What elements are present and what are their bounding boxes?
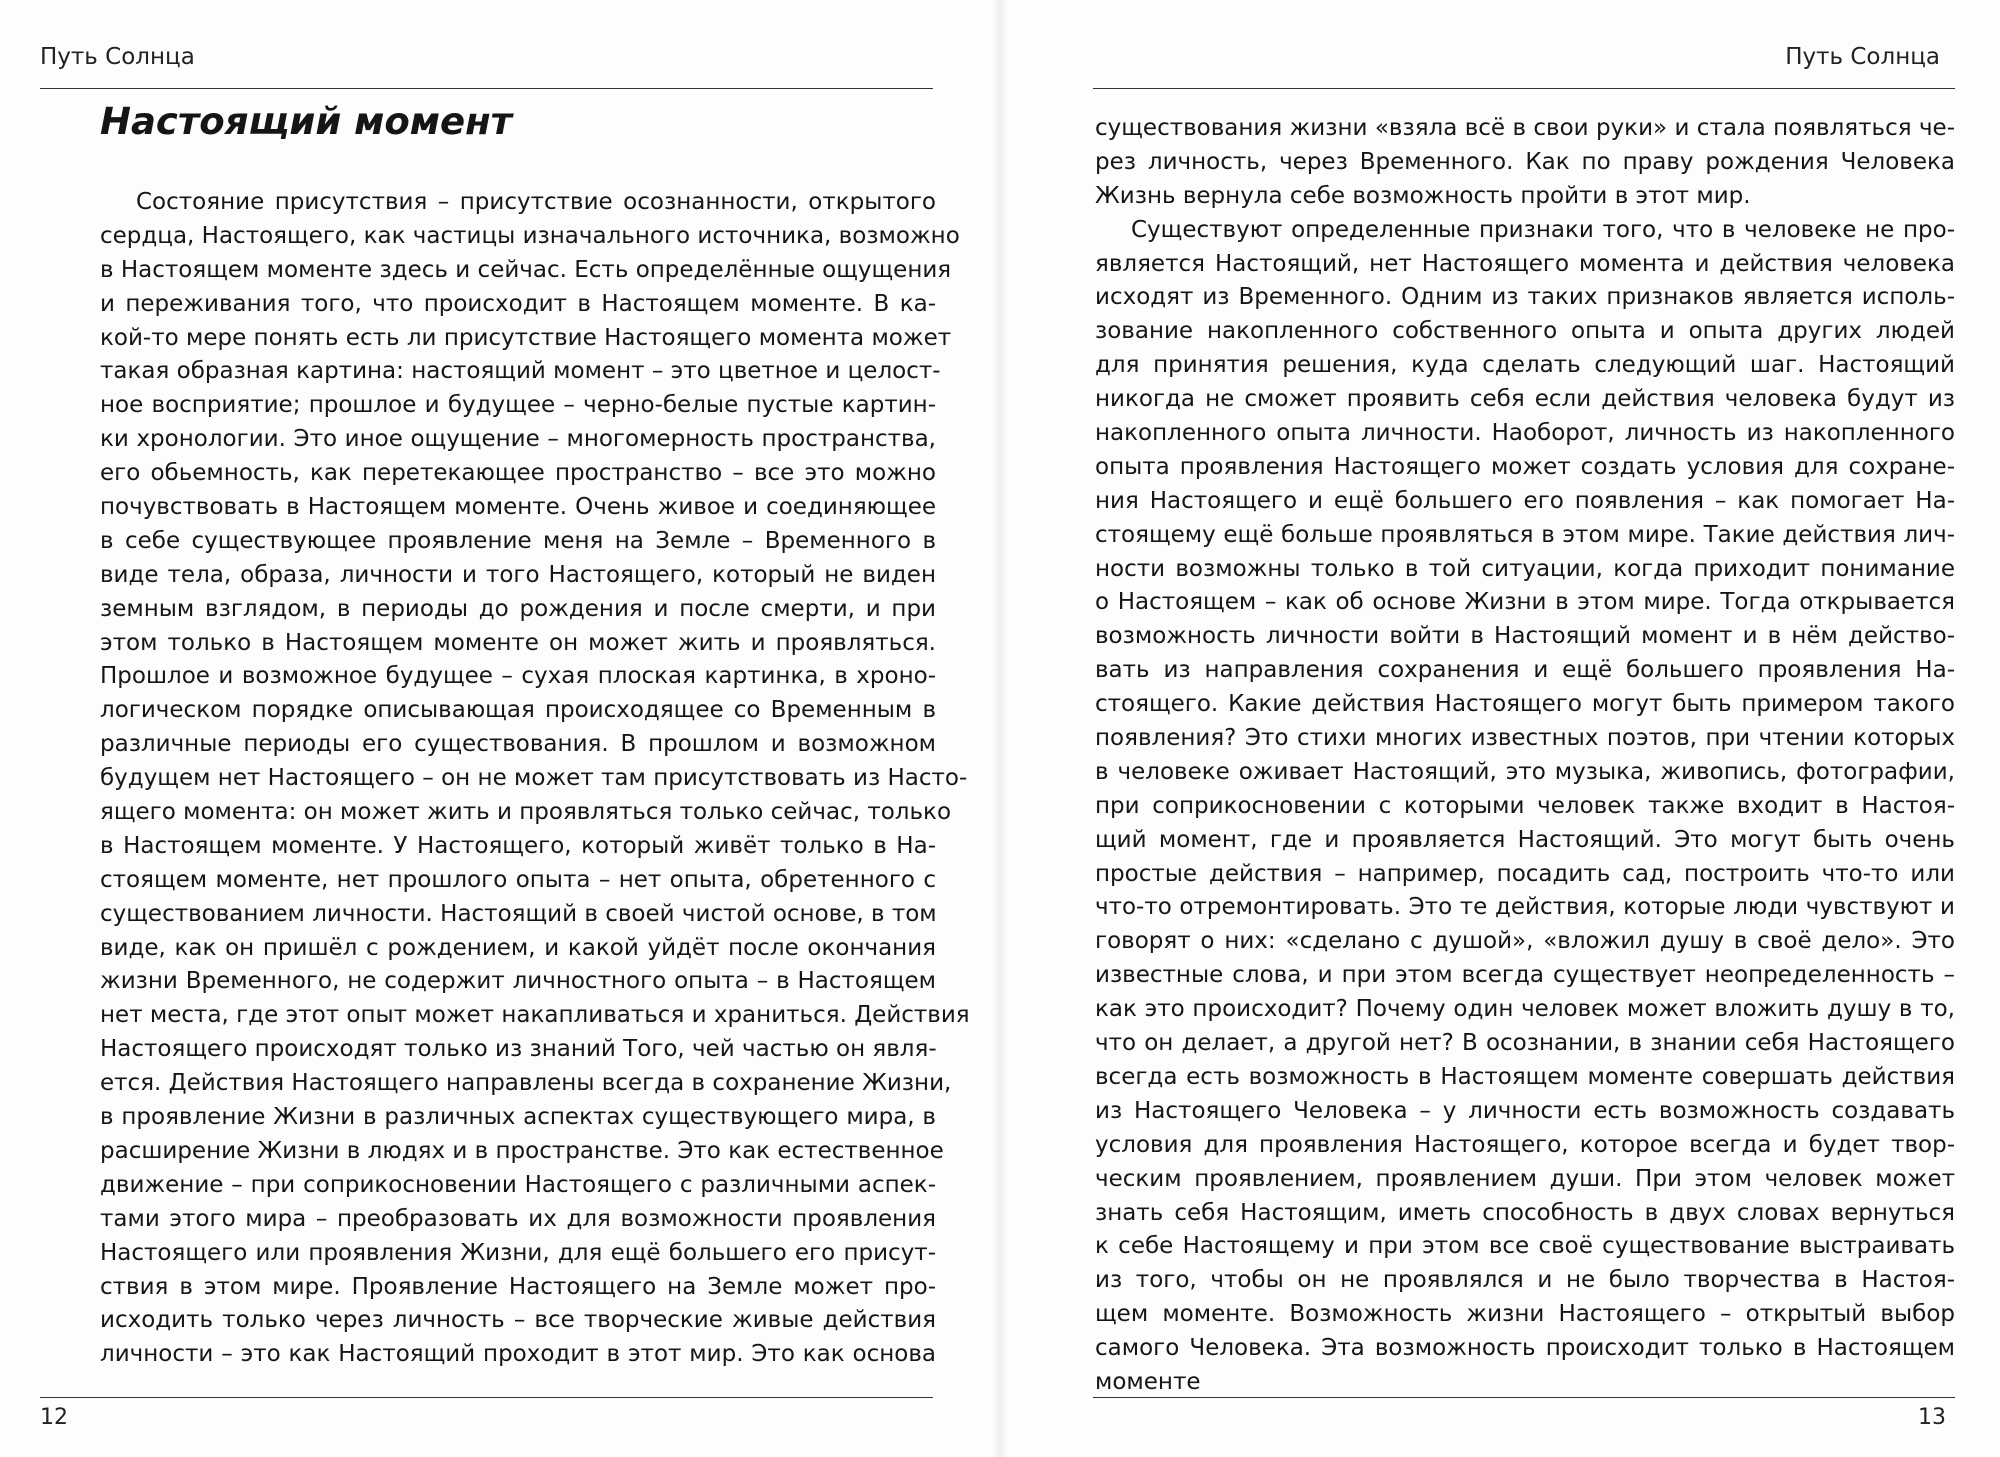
text-line: к себе Настоящему и при этом все своё существование выстраивать	[1095, 1233, 1955, 1260]
text-line: говорят о них: «сделано с душой», «вложил душу в своё дело». Это	[1095, 928, 1955, 955]
text-line: для принятия решения, куда сделать следующий шаг. Настоящий	[1095, 352, 1955, 379]
left-page-body-text	[100, 186, 970, 1372]
text-line: условия для проявления Настоящего, которое всегда и будет твор-	[1095, 1131, 1955, 1158]
text-line: что-то отремонтировать. Это те действия, которые люди чувствуют и	[1095, 894, 1955, 921]
text-line: земным взглядом, в периоды до рождения и после смерти, и при	[100, 595, 936, 622]
text-line: из того, чтобы он не проявлялся и не было творчества в Настоя-	[1095, 1267, 1955, 1294]
text-line: стоящего. Какие действия Настоящего могут быть примером такого	[1095, 691, 1955, 718]
text-line: жизни Временного, не содержит личностного опыта – в Настоящем	[100, 968, 936, 995]
text-line: ности возможны только в той ситуации, когда приходит понимание	[1095, 555, 1955, 582]
text-line: различные периоды его существования. В прошлом и возможном	[100, 731, 936, 758]
text-line: является Настоящий, нет Настоящего момента и действия человека	[1095, 250, 1955, 277]
text-line: сердца, Настоящего, как частицы изначального источника, возможно	[100, 222, 960, 249]
text-line: виде, как он пришёл с рождением, и какой уйдёт после окончания	[100, 934, 936, 961]
right-page-body-text	[1095, 112, 1955, 1400]
header-rule-left	[40, 88, 933, 89]
text-line: при соприкосновении с которыми человек также входит в Настоя-	[1095, 792, 1955, 819]
footer-rule-right	[1093, 1397, 1955, 1398]
text-line: кой-то мере понять есть ли присутствие Настоящего момента может	[100, 324, 952, 351]
text-line: о Настоящем – как об основе Жизни в этом мире. Тогда открывается	[1095, 589, 1955, 616]
text-line: движение – при соприкосновении Настоящего с различными аспек-	[100, 1171, 936, 1198]
text-line: Прошлое и возможное будущее – сухая плоская картинка, в хроно-	[100, 663, 936, 690]
text-line: стоящем моменте, нет прошлого опыта – нет опыта, обретенного с	[100, 866, 936, 893]
text-line: будущем нет Настоящего – он не может там присутствовать из Насто-	[100, 765, 968, 792]
text-line: знать себя Настоящим, иметь способность в двух словах вернуться	[1095, 1199, 1955, 1226]
text-line: вать из направления сохранения и ещё большего проявления На-	[1095, 657, 1955, 684]
text-line: известные слова, и при этом всегда существует неопределенность –	[1095, 962, 1955, 989]
running-head-left: Путь Солнца	[40, 44, 195, 70]
text-line: виде тела, образа, личности и того Настоящего, который не виден	[100, 561, 936, 588]
text-line: в Настоящем моменте здесь и сейчас. Есть определённые ощущения	[100, 256, 952, 283]
page-number-left: 12	[40, 1405, 68, 1430]
text-line: такая образная картина: настоящий момент – это цветное и целост-	[100, 358, 941, 385]
text-line: расширение Жизни в людях и в пространстве. Это как естественное	[100, 1137, 944, 1164]
text-line: Существуют определенные признаки того, что в человеке не про-	[1131, 216, 1955, 243]
footer-rule-left	[40, 1397, 933, 1398]
text-line: всегда есть возможность в Настоящем моменте совершать действия	[1095, 1063, 1955, 1090]
text-line: логическом порядке описывающая происходящее со Временным в	[100, 697, 936, 724]
text-line: в Настоящем моменте. У Настоящего, который живёт только в На-	[100, 832, 936, 859]
text-line: стоящему ещё больше проявляться в этом мире. Такие действия лич-	[1095, 521, 1955, 548]
text-line: как это происходит? Почему один человек может вложить душу в то,	[1095, 996, 1955, 1023]
text-line: почувствовать в Настоящем моменте. Очень живое и соединяющее	[100, 494, 936, 521]
text-line: его обьемность, как перетекающее пространство – все это можно	[100, 460, 936, 487]
text-line: щий момент, где и проявляется Настоящий. Это могут быть очень	[1095, 826, 1955, 853]
text-line: простые действия – например, посадить сад, построить что-то или	[1095, 860, 1955, 887]
text-line: рез личность, через Временного. Как по праву рождения Человека	[1095, 148, 1955, 175]
text-line: Настоящего происходят только из знаний Того, чей частью он явля-	[100, 1036, 937, 1063]
text-line: исходить только через личность – все творческие живые действия	[100, 1307, 936, 1334]
text-line: Настоящего или проявления Жизни, для ещё большего его присут-	[100, 1239, 936, 1266]
text-line: тами этого мира – преобразовать их для возможности проявления	[100, 1205, 936, 1232]
text-line: нет места, где этот опыт может накапливаться и храниться. Действия	[100, 1002, 970, 1029]
text-line: этом только в Настоящем моменте он может жить и проявляться.	[100, 629, 936, 656]
text-line: возможность личности войти в Настоящий момент и в нём действо-	[1095, 623, 1955, 650]
text-line: исходят из Временного. Одним из таких признаков является исполь-	[1095, 284, 1955, 311]
text-line: самого Человека. Эта возможность происходит только в Настоящем	[1095, 1335, 1955, 1362]
text-line: ящего момента: он может жить и проявляться только сейчас, только	[100, 799, 952, 826]
text-line: Состояние присутствия – присутствие осознанности, открытого	[136, 189, 936, 215]
text-line: ки хронологии. Это иное ощущение – многомерность пространства,	[100, 426, 936, 453]
text-line: Жизнь вернула себе возможность пройти в этот мир.	[1095, 182, 1751, 209]
text-line: моменте	[1095, 1368, 1201, 1395]
text-line: ствия в этом мире. Проявление Настоящего на Земле может про-	[100, 1273, 936, 1300]
text-line: в человеке оживает Настоящий, это музыка, живопись, фотографии,	[1095, 758, 1955, 785]
text-line: опыта проявления Настоящего может создать условия для сохране-	[1095, 453, 1955, 480]
text-line: ния Настоящего и ещё большего его появления – как помогает На-	[1095, 487, 1955, 514]
text-line: щем моменте. Возможность жизни Настоящего – открытый выбор	[1095, 1301, 1955, 1328]
header-rule-right	[1093, 88, 1955, 89]
text-line: никогда не сможет проявить себя если действия человека будут из	[1095, 386, 1955, 413]
right-page	[1000, 0, 2000, 1457]
text-line: появления? Это стихи многих известных поэтов, при чтении которых	[1095, 725, 1955, 752]
text-line: существования жизни «взяла всё в свои руки» и стала появляться че-	[1095, 115, 1955, 141]
text-line: в проявление Жизни в различных аспектах существующего мира, в	[100, 1104, 936, 1131]
text-line: накопленного опыта личности. Наоборот, личность из накопленного	[1095, 420, 1955, 447]
text-line: в себе существующее проявление меня на Земле – Временного в	[100, 527, 936, 554]
chapter-title: Настоящий момент	[100, 100, 513, 143]
text-line: ное восприятие; прошлое и будущее – черно-белые пустые картин-	[100, 392, 936, 419]
page-number-right: 13	[1918, 1405, 1946, 1430]
running-head-right: Путь Солнца	[1785, 44, 1940, 70]
text-line: и переживания того, что происходит в Настоящем моменте. В ка-	[100, 290, 936, 317]
text-line: ется. Действия Настоящего направлены всегда в сохранение Жизни,	[100, 1070, 952, 1097]
text-line: что он делает, а другой нет? В осознании, в знании себя Настоящего	[1095, 1030, 1955, 1057]
text-line: ческим проявлением, проявлением души. При этом человек может	[1095, 1165, 1955, 1192]
text-line: из Настоящего Человека – у личности есть возможность создавать	[1095, 1097, 1955, 1124]
text-line: личности – это как Настоящий проходит в этот мир. Это как основа	[100, 1341, 936, 1368]
text-line: существованием личности. Настоящий в своей чистой основе, в том	[100, 900, 937, 927]
text-line: зование накопленного собственного опыта и опыта других людей	[1095, 318, 1955, 345]
